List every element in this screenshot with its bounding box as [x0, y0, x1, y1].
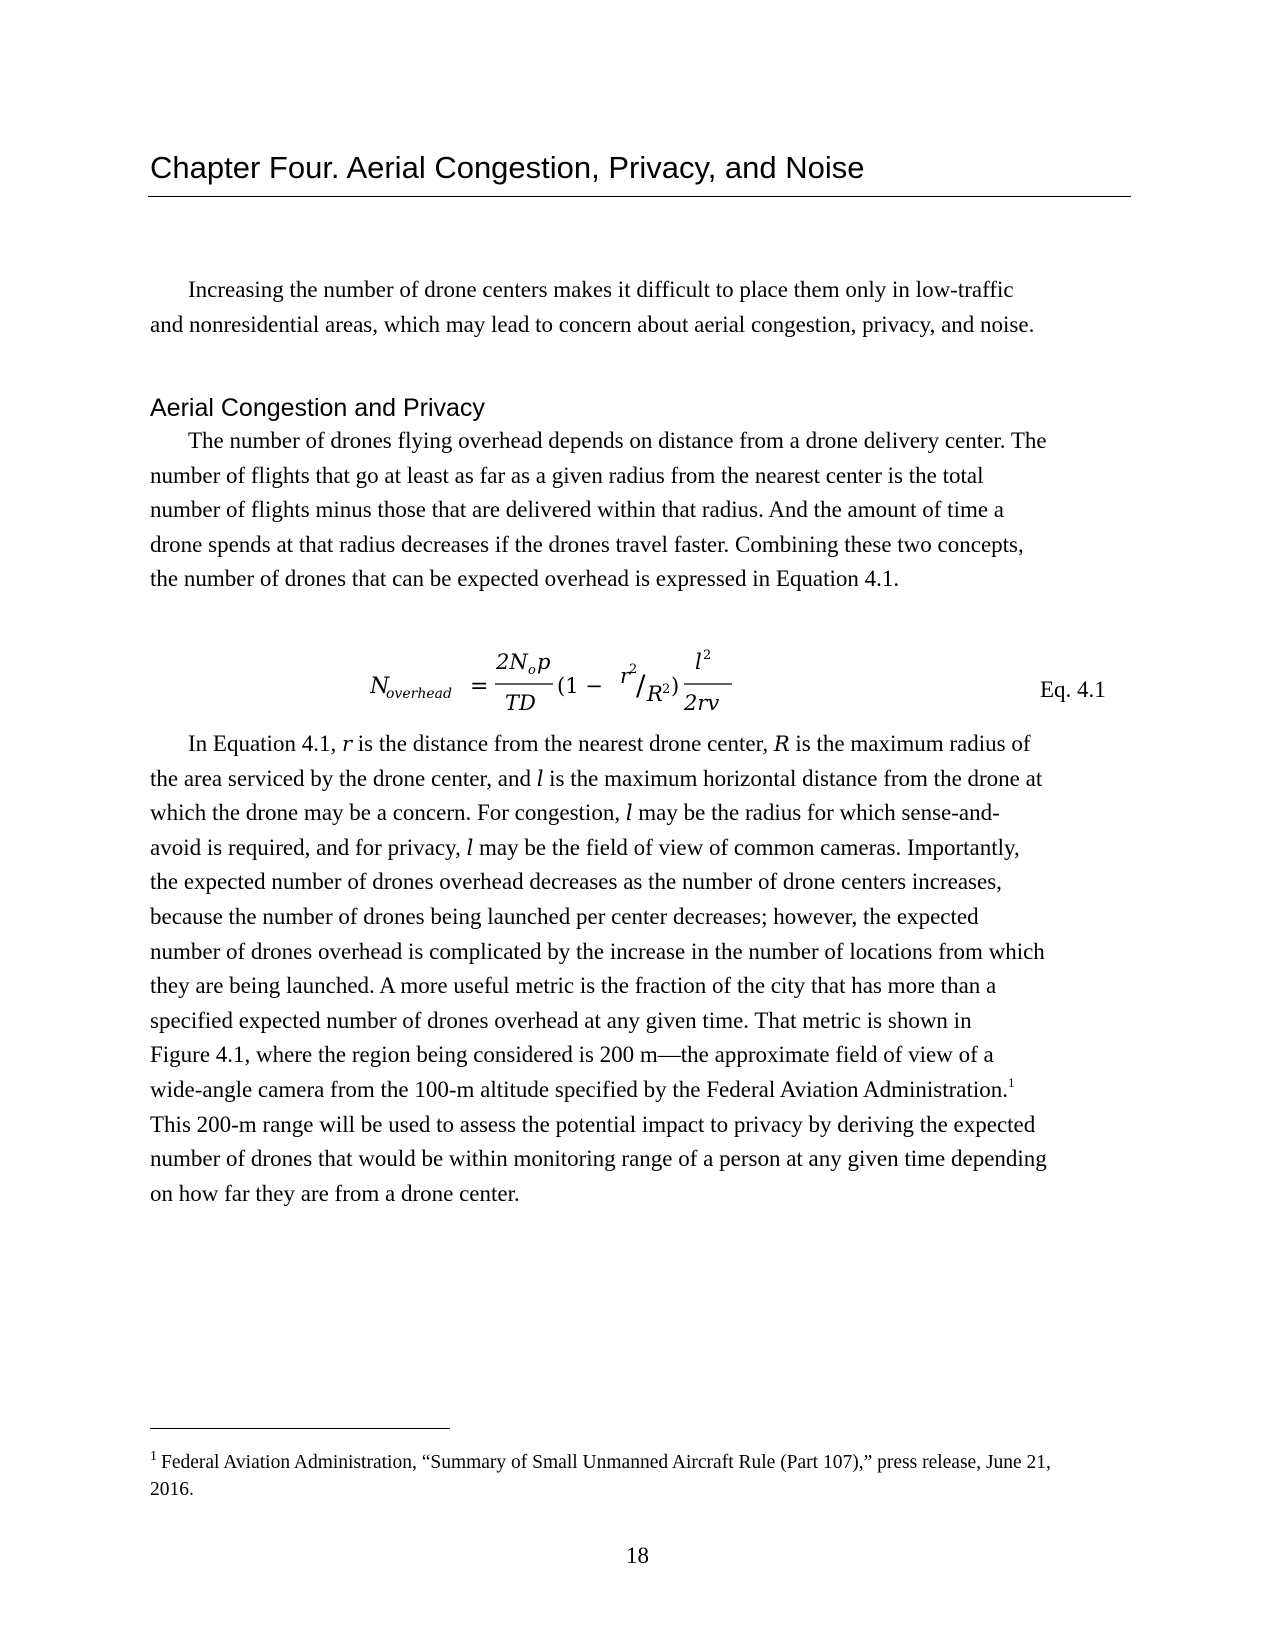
paragraph-line — [150, 1073, 1134, 1108]
text-run: which the drone may be a concern. For congestion, — [150, 800, 626, 826]
intro-paragraph — [150, 273, 1134, 342]
eq-lhs-subscript: overhead — [386, 686, 452, 702]
paragraph-line: number of flights minus those that are delivered within that radius. And the amount of time a — [150, 497, 1005, 523]
text-run: may be the radius for which sense-and- — [632, 800, 1000, 826]
chapter-title: Chapter Four. Aerial Congestion, Privacy, and Noise — [150, 150, 865, 185]
footnote-marker: 1 — [150, 1449, 157, 1464]
eq-frac1-numerator-tail: p — [537, 650, 551, 674]
eq-R-symbol: R — [647, 682, 663, 706]
eq-equals: = — [470, 674, 489, 699]
title-rule — [148, 196, 1131, 197]
paragraph-line — [150, 762, 1134, 797]
eq-frac2-numerator-exponent: 2 — [703, 648, 712, 663]
text-run: is the maximum horizontal distance from the drone at — [543, 765, 1043, 791]
text-run: is the distance from the nearest drone center, — [352, 731, 774, 756]
eq-frac1-numerator: 2N — [496, 650, 528, 674]
eq-lhs-symbol: N — [370, 674, 390, 699]
paragraph-line: number of drones that would be within monitoring range of a person at any given time depending — [150, 1146, 1047, 1172]
paragraph-line — [150, 796, 1134, 831]
paragraph-line: the expected number of drones overhead decreases as the number of drone centers increases, — [150, 869, 1002, 895]
paragraph-line — [150, 727, 1134, 762]
text-run: is the maximum radius of — [789, 731, 1031, 756]
intro-line: and nonresidential areas, which may lead to concern about aerial congestion, privacy, and noise. — [150, 311, 1035, 337]
paragraph-line — [150, 831, 1134, 866]
math-variable: r — [341, 732, 352, 756]
text-run: In Equation 4.1, — [188, 731, 342, 756]
paragraph-line: the number of drones that can be expected overhead is expressed in Equation 4.1. — [150, 566, 900, 592]
paragraph-line: because the number of drones being launched per center decreases; however, the expected — [150, 903, 979, 929]
eq-paren-close: ) — [671, 674, 680, 698]
eq-frac1-denominator: TD — [505, 691, 536, 715]
footnote-line — [150, 1449, 1134, 1476]
text-run: may be the field of view of common cameras. Importantly, — [473, 834, 1020, 860]
math-variable: l — [466, 835, 474, 860]
paragraph-line: number of drones overhead is complicated by the increase in the number of locations from which — [150, 938, 1045, 964]
paragraph-line: specified expected number of drones overhead at any given time. That metric is shown in — [150, 1007, 972, 1033]
paragraph-line: Figure 4.1, where the region being considered is 200 m—the approximate field of view of a — [150, 1042, 994, 1068]
eq-slash: / — [636, 669, 646, 702]
text-run: the area serviced by the drone center, and — [150, 765, 537, 791]
footnote-reference[interactable]: 1 — [1008, 1074, 1015, 1090]
paragraph-line: This 200-m range will be used to assess the potential impact to privacy by deriving the expected — [150, 1111, 1036, 1137]
paragraph-2 — [150, 727, 1134, 1211]
text-run: avoid is required, and for privacy, — [150, 834, 467, 860]
paragraph-1 — [150, 424, 1134, 597]
section-heading: Aerial Congestion and Privacy — [150, 394, 485, 422]
text-run: wide-angle camera from the 100-m altitude specified by the Federal Aviation Administration. — [150, 1076, 1008, 1102]
paragraph-line: The number of drones flying overhead depends on distance from a drone delivery center. The — [188, 428, 1047, 453]
eq-paren-open: (1 − — [557, 674, 603, 698]
equation-4-1 — [370, 648, 790, 723]
eq-R-exponent: 2 — [662, 682, 671, 697]
math-variable: l — [536, 766, 544, 791]
footnote — [150, 1449, 1134, 1503]
math-variable: R — [773, 732, 790, 756]
eq-r-exponent: 2 — [629, 662, 638, 677]
page-number: 18 — [626, 1543, 649, 1568]
eq-frac2-numerator: l — [695, 650, 702, 674]
footnote-text: Federal Aviation Administration, “Summary of Small Unmanned Aircraft Rule (Part 107),” press release, June 21, — [161, 1452, 1051, 1473]
paragraph-line: on how far they are from a drone center. — [150, 1180, 520, 1206]
paragraph-line: they are being launched. A more useful metric is the fraction of the city that has more than a — [150, 973, 997, 999]
footnote-line: 2016. — [150, 1479, 194, 1500]
eq-frac2-denominator: 2rv — [684, 691, 720, 715]
eq-r-symbol: r — [620, 664, 631, 688]
equation-label: Eq. 4.1 — [1040, 677, 1106, 702]
paragraph-line: drone spends at that radius decreases if the drones travel faster. Combining these two concepts, — [150, 531, 1024, 557]
intro-line: Increasing the number of drone centers makes it difficult to place them only in low-traffic — [188, 277, 1014, 302]
paragraph-line: number of flights that go at least as far as a given radius from the nearest center is the total — [150, 462, 984, 488]
eq-frac1-numerator-subscript: o — [528, 663, 536, 678]
math-variable: l — [625, 801, 633, 826]
footnote-rule — [150, 1428, 450, 1429]
